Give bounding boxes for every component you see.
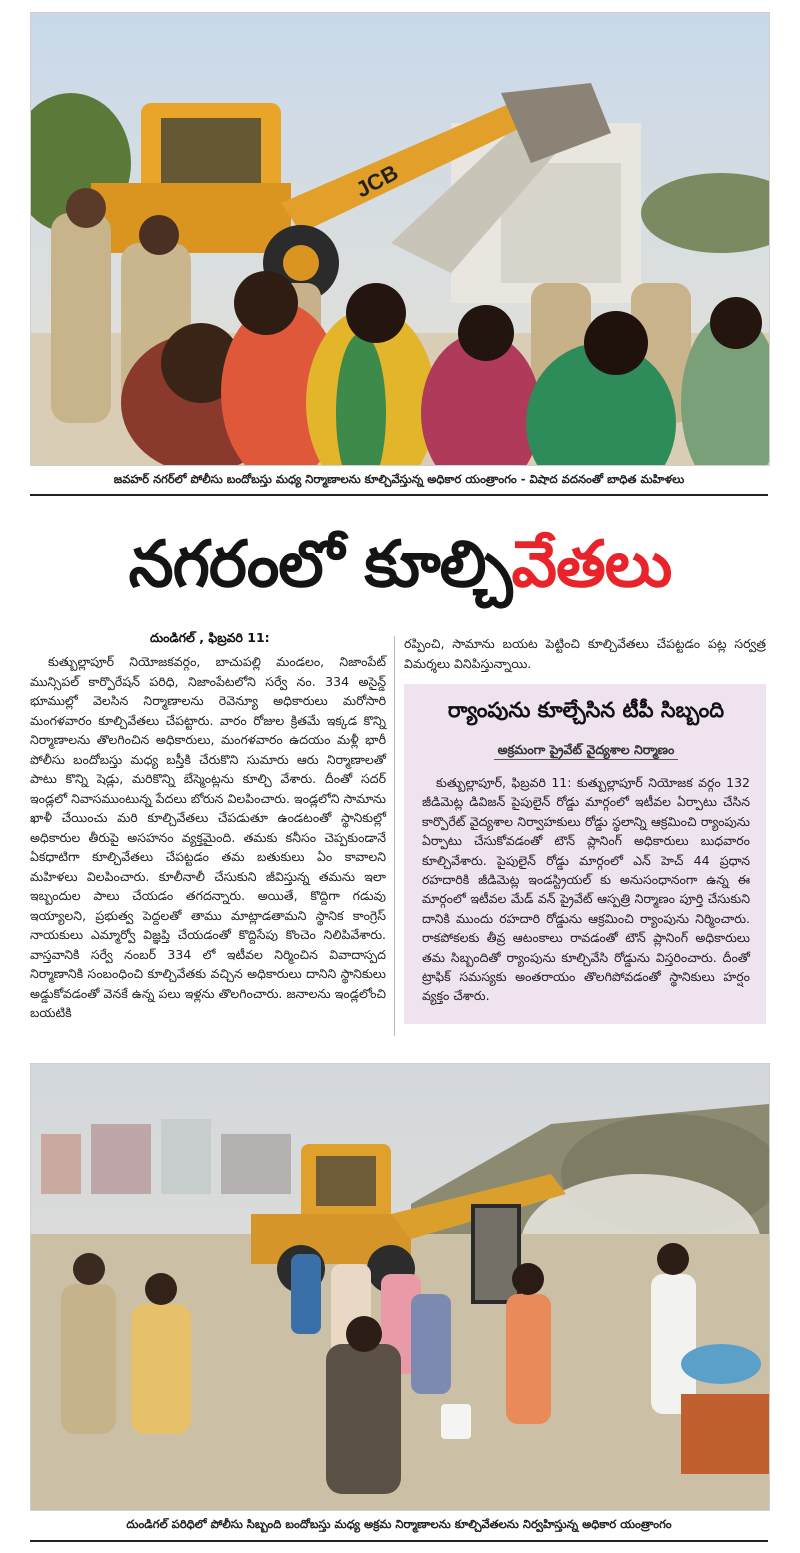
photo-demolition-jcb-police-women-icon: [31, 13, 769, 465]
top-photo: [30, 12, 770, 466]
jcb-logo: JCB: [351, 159, 403, 203]
column-divider: [394, 636, 395, 1036]
sidebar-body: [422, 773, 750, 1006]
sidebar-subtitle: [422, 742, 750, 761]
headline: [30, 515, 770, 615]
headline-part-black: నగరంలో కూల్చి: [128, 528, 512, 602]
caption-divider: [30, 494, 768, 496]
sidebar-subtitle-text: అక్రమంగా ప్రైవేట్ వైద్యశాల నిర్మాణం: [494, 742, 679, 760]
sidebar-box: [404, 684, 766, 1024]
photo-demolition-site-crowd-icon: [31, 1064, 769, 1510]
sidebar-title: ర్యాంపును కూల్చేసిన టీపీ సిబ్బంది: [447, 698, 725, 722]
headline-part-red: వేతలు: [511, 528, 672, 602]
bottom-divider: [30, 1540, 768, 1542]
top-photo-caption: జవహర్ నగర్‌లో పోలీసు బందోబస్తు మధ్య నిర్మాణాలను కూల్చివేస్తున్న అధికార యంత్రాంగం - విషాద వదనంతో బాధిత మహిళలు: [113, 472, 685, 486]
sidebar-paragraph: కుత్బుల్లాపూర్, ఫిబ్రవరి 11: కుత్బుల్లాపూర్ నియోజక వర్గం 132 జీడిమెట్ల డివిజన్ పైపులైన్ రోడ్డు మార్గంలో ఇటీవల ఏర్పాటు చేసిన కార్పొరేట్ వైద్యశాల నిర్వాహకులు రోడ్డు స్థలాన్ని ఆక్రమించి ర్యాంపును ఏర్పాటు చేసుకోవడంతో టౌన్ ప్లానింగ్ అధికారులు బుధవారం కూల్చివేశారు. పైపులైన్ రోడ్డు మార్గంలో ఎన్ హెచ్ 44 ప్రధాన రహదారికి జీడిమెట్ల ఇండస్ట్రియల్ కు అనుసంధానంగా ఉన్న ఈ మార్గంలో ఇటీవల మేడ్ వన్ ప్రైవేట్ ఆస్పత్రి నిర్మాణం పూర్తి చేసుకుని దానికి ముందు రహదారి రోడ్డును ఆక్రమించి ర్యాంపును నిర్మించారు. రాకపోకలకు తీవ్ర ఆటంకాలు రావడంతో టౌన్ ప్లానింగ్ అధికారులు తమ సిబ్బందితో ర్యాంపును కూల్చివేసి రోడ్డును విస్తరించారు. దీంతో ట్రాఫిక్ సమస్యకు అంతరాయం తొలగిపోవడంతో స్థానికులు హర్షం వ్యక్తం చేశారు.: [422, 775, 750, 1004]
bottom-photo: [30, 1063, 770, 1511]
article-dateline: దుండిగల్ , ఫిబ్రవరి 11:: [150, 630, 270, 645]
article-continuation: రప్పించి, సామాను బయట పెట్టించి కూల్చివేతలు చేపట్టడం పట్ల సర్వత్ర విమర్శలు వినిపిస్తున్నాయి.: [404, 636, 766, 671]
article-column-2-top: [404, 634, 766, 673]
bottom-photo-caption: దుండిగల్ పరిధిలో పోలీసు సిబ్బంది బందోబస్తు మధ్య అక్రమ నిర్మాణాలను కూల్చివేతలను నిర్వహిస్తున్న అధికార యంత్రాంగం: [126, 1517, 672, 1531]
article-paragraph: కుత్బుల్లాపూర్ నియోజకవర్గం, బాచుపల్లి మండలం, నిజాంపేట్ మున్సిపల్ కార్పొరేషన్ పరిధి, నిజాంపేటలోని సర్వే నం. 334 అసైన్డ్ భూముల్లో వెలసిన నిర్మాణాలను రెవెన్యూ అధికారులు మరోసారి మంగళవారం కూల్చివేతలు చేపట్టారు. వారం రోజుల క్రితమే ఇక్కడ కొన్ని నిర్మాణాలను తొలగించిన అధికారులు, మంగళవారం ఉదయం మళ్లీ భారీ పోలీసు బందోబస్తు మధ్య బస్తీకి చేరుకొని సుమారు ఆరు నిర్మాణాలతో పాటు కొన్ని షెడ్లు, మరికొన్ని బేస్మెంట్లను కూల్చి వేశారు. దీంతో సదర్ ఇండ్లలో నివాసముంటున్న పేదలు బోరున విలపించారు. ఇండ్లలోని సామాను ఖాళీ చేయించు మరి కూల్చివేతలు చేపడుతూ ఉండటంతో స్థానికుల్లో అధికారుల తీరుపై అసహనం వ్యక్తమైంది. తమకు కనీసం చెప్పకుండానే ఏకధాటిగా కూల్చివేతలు చేపట్టడం తమ బతుకులు ఏం కావాలని మహిళలు విలపించారు. కూలీనాలీ చేసుకుని జీవిస్తున్న తమను ఇలా ఇబ్బందుల పాలు చేయడం తగదన్నారు. అయితే, కొద్దిగా గడువు ఇయ్యాలని, ప్రభుత్వ పెద్దలతో తాము మాట్లాడతామని స్థానిక కాంగ్రెస్ నాయకులు ఎమ్మార్వో విజ్ఞప్తి చేయడంతో కొద్దిసేపు కొంచెం నిలిపివేశారు. వాస్తవానికి సర్వే నంబర్ 334 లో ఇటీవల నిర్మించిన వివాదాస్పద నిర్మాణానికి సంబంధించి కూల్చివేతకు వచ్చిన అధికారులు దానిని స్థానికులు అడ్డుకోవడంతో వెనకే ఉన్న పలు ఇళ్లను తొలగించారు. జనాలను ఇండ్లలోంచి బయటికి: [30, 654, 386, 1020]
article-column-1: [30, 652, 386, 1023]
